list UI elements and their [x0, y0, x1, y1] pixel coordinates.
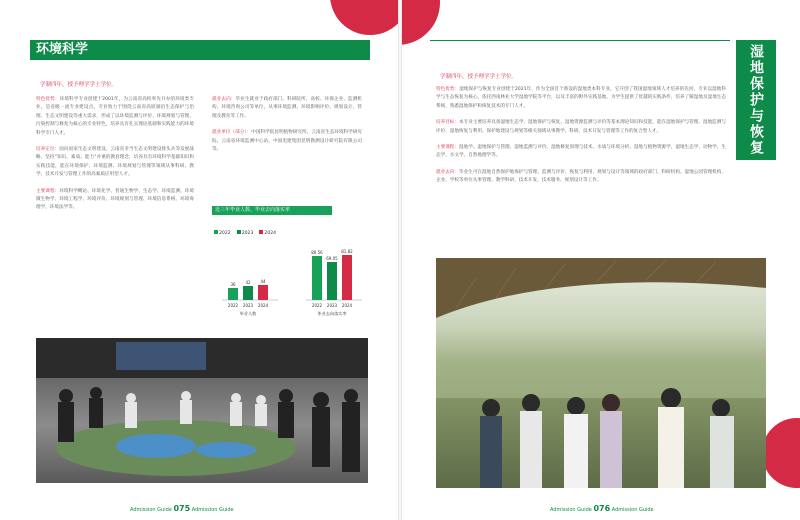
footer-left [130, 504, 234, 513]
footer-left-text-a: Admission Guide [130, 507, 172, 513]
label-courses: 主要课程： [36, 188, 60, 194]
legend-item-2023: 2023 [237, 230, 254, 236]
label-employment: 就业去向： [212, 97, 236, 102]
text-features: 环境科学专业创建于2001年，为云南省高校率先开办的环境类专业。是省级一流专业建设点。专业致力于围绕云南省高原湖泊生态保护与治理、生态文明建设等重大需求，形成了以环境监测与评价、环境规划与管理、污染控制与修复为核心的专业特色，培养具有扎实理论基础和实践能力的环境科学专门人才。 [36, 97, 194, 136]
label-employment-r: 就业去向： [436, 169, 460, 175]
bar-rate-2023 [327, 262, 337, 300]
chart-legend [214, 230, 276, 236]
label-positioning: 培养定位： [36, 147, 60, 153]
year-label-a-2022: 2022 [227, 303, 239, 308]
text-employment-r: 毕业生可在湿地自然保护地保护与管理、监测与评价、恢复与利用、规划与设计等领域的政府部门、科研机构、湿地公园管理机构、企业、学校等单位从事管理、教学科研、技术开发、技术服务、规划设计等工作。 [436, 169, 726, 184]
value-grads-2022: 36 [230, 282, 236, 287]
bar-grads-2024 [258, 285, 268, 300]
value-rate-2022: 80.56 [311, 250, 323, 255]
students-model-photo [36, 338, 368, 483]
value-rate-2024: 81.82 [341, 249, 353, 254]
text-features-r: 湿地保护与恢复专业创建于2021年，作为全国首个新设的湿地类本科专业，它开创了我国湿地领域人才培养的先河。专业以湿地科学与生态恢复为核心，依托西南林业大学湿地学院等平台，以及丰富的野外实践基地，为学生提供了优越的实践条件，培养了解湿地及湿地生态系统、熟悉湿地保护和恢复技术的专门人才。 [436, 87, 726, 109]
legend-item-2024: 2024 [259, 230, 276, 236]
footer-left-text-b: Admission Guide [191, 507, 234, 513]
label-features-r: 特色优势： [436, 87, 460, 92]
intro-line: 学制四年，授予理学学士学位。 [40, 82, 118, 88]
value-grads-2023: 42 [245, 280, 251, 285]
page-number-075: 075 [173, 504, 191, 513]
label-courses-r: 主要课程： [436, 145, 460, 151]
value-rate-2023: 69.05 [326, 256, 338, 261]
year-label-b-2023: 2023 [326, 303, 338, 308]
left-column-1 [36, 96, 194, 213]
year-label-b-2024: 2024 [341, 303, 353, 308]
page-number-076: 076 [593, 504, 611, 513]
legend-item-2022: 2022 [214, 230, 231, 236]
decorative-circle-top [330, 0, 400, 35]
wetland-birdwatching-photo [436, 258, 766, 488]
left-column-2 [212, 96, 362, 154]
footer-right [550, 504, 654, 513]
top-rule [430, 40, 730, 41]
footer-right-text-a: Admission Guide [550, 507, 592, 513]
text-employment: 毕业生就业于政府部门、科研院所、高校、环保企业、监测机构、环境咨询公司等单位，从事环境监测、环境影响评价、规划设计、管理及教育等工作。 [212, 97, 362, 119]
footer-right-text-b: Admission Guide [611, 507, 654, 513]
label-goals-r: 培养目标： [436, 120, 460, 126]
year-label-a-2024: 2024 [257, 303, 269, 308]
text-courses: 环境科学概论、环境化学、普通生物学、生态学、环境监测、环境微生物学、环境工程学、环境评价、环境规划与管理、环境信息系统、环境毒理学、环境法学等。 [36, 188, 194, 211]
bar-grads-2023 [243, 286, 253, 300]
spine-gutter [398, 0, 402, 520]
year-label-b-2022: 2022 [311, 303, 323, 308]
decorative-circle-bottom-right [762, 418, 800, 488]
label-employers: 就业单位（部分）： [212, 130, 252, 136]
section-title: 环境科学 [30, 40, 370, 60]
bar-chart [210, 240, 370, 320]
year-label-a-2023: 2023 [242, 303, 254, 308]
caption-rate: 毕业去向落实率 [317, 311, 347, 316]
text-positioning: 面向国家生态文明建设、云南省争当生态文明建设排头兵等发展战略，坚持“知识、素质、能力”并重的教育理念，培养具有环境科学基础知识和实践技能，能在环境保护、环境监测、环境规划与管理等领域从事科研、教学、技术开发与管理工作的高素质应用型人才。 [36, 147, 194, 178]
right-page [400, 0, 800, 520]
intro-line-right: 学制四年，授予理学学士学位。 [440, 74, 518, 80]
bar-rate-2022 [312, 256, 322, 300]
text-employers: 中国科学院昆明植物研究所、云南省生态环境科学研究院、云南省环境监测中心站、中国电建集团昆明勘测设计研究院有限公司等。 [212, 130, 362, 153]
vertical-title: 湿地保护与恢复 [736, 40, 776, 160]
text-courses-r: 湿地学、湿地保护与管理、湿地监测与评价、湿地修复原理与技术、水质与环境分析、湿地与植物资源学、湿地生态学、动物学、生态学、水文学、自然地理学等。 [436, 145, 726, 159]
decorative-circle-top-left [400, 0, 440, 45]
caption-grads: 毕业人数 [239, 311, 257, 316]
label-features: 特色优势： [36, 97, 60, 102]
bar-rate-2024 [342, 255, 352, 300]
right-text-block [436, 86, 726, 186]
value-grads-2024: 44 [260, 279, 266, 284]
text-goals-r: 本专业主要培养具备湿地生态学、湿地保护与恢复、湿地资源监测与评价等基本理论知识和技能，能在湿地保护与管理、湿地监测与评价、湿地恢复与利用、保护地建设与规划等相关领域从事教学、科研、技术开发与管理等工作的复合型人才。 [436, 120, 726, 134]
chart-heading: 近三年毕业人数、毕业去向落实率 [212, 206, 332, 215]
bar-grads-2022 [228, 288, 238, 300]
